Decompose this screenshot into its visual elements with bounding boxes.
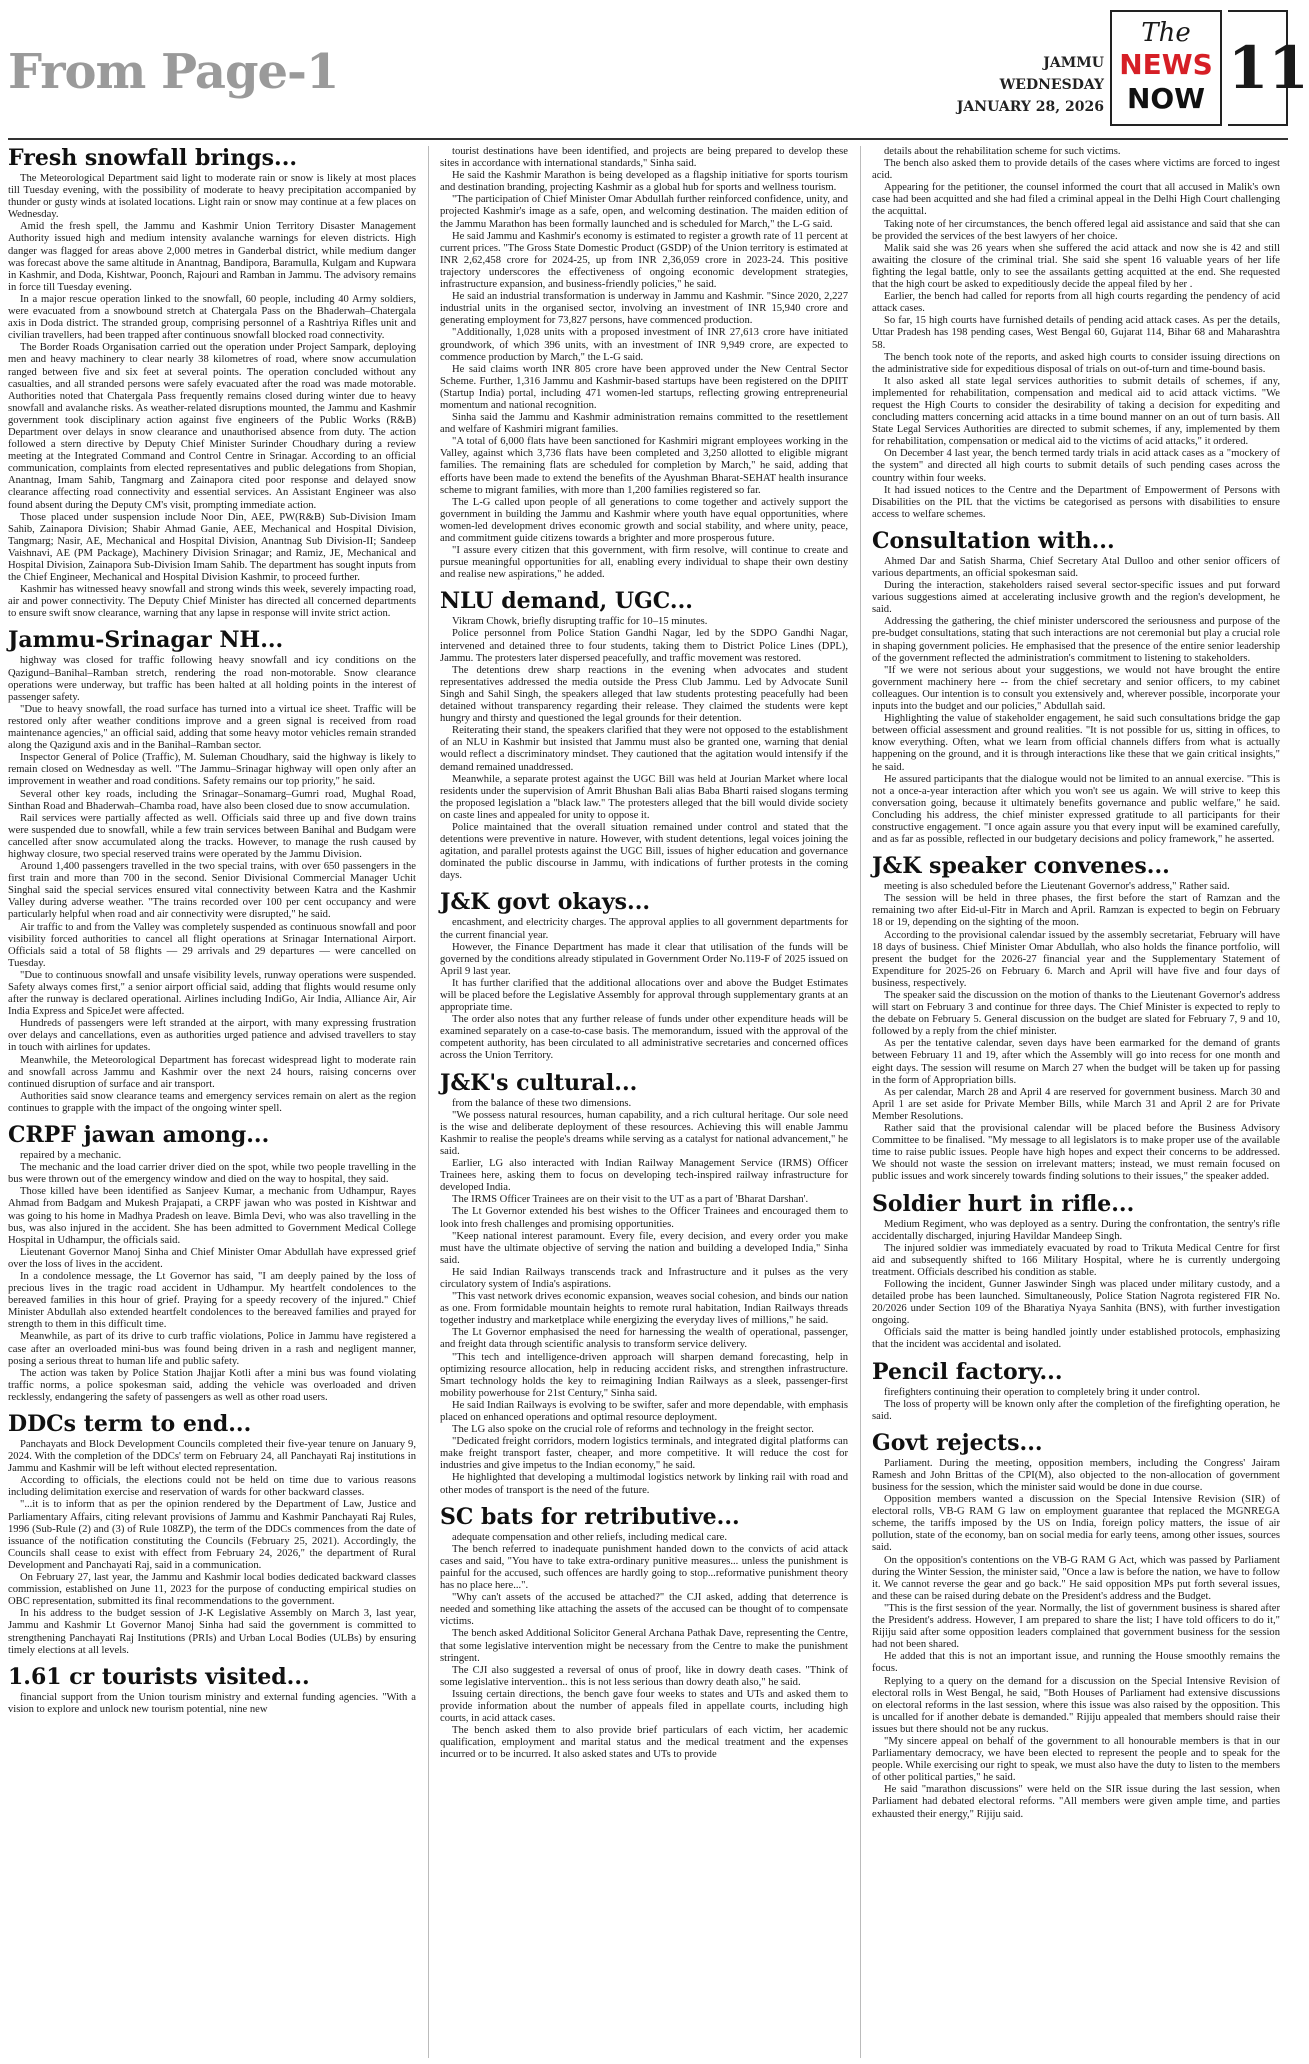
article-paragraph: The bench took note of the reports, and asked high courts to consider issuing directions on the administrative side for expeditious disposal of trials on out-of-turn and time-bound basis.	[872, 351, 1280, 375]
article	[440, 1505, 848, 1762]
logo-news: NEWS	[1119, 48, 1213, 81]
article-paragraph: He said Jammu and Kashmir's economy is estimated to register a growth rate of 11 percent at current prices. "The Gross State Domestic Product (GSDP) of the Union territory is estimated at INR 2,62,458 crore for 2024-25, up from INR 2,36,059 crore in 2023-24. This positive trajectory underscores the effectiveness of ongoing economic development strategies, infrastructure expansion, and business-friendly policies," he said.	[440, 230, 848, 291]
article-paragraph: financial support from the Union tourism ministry and external funding agencies. "With a vision to explore and unlock new tourism potential, nine new	[8, 1691, 416, 1715]
column-3	[872, 146, 1280, 2058]
article-paragraph: The action was taken by Police Station Jhajjar Kotli after a mini bus was found violating traffic norms, a police spokesman said, adding the vehicle was overloaded and driven recklessly, endangering the safety of passengers as well as other road users.	[8, 1367, 416, 1403]
article	[440, 890, 848, 1062]
article-paragraph: "We possess natural resources, human capability, and a rich cultural heritage. Our sole need is the wise and deliberate deployment of these resources. Achieving this will enable Jammu Kashmir to realise the people's dreams while serving as a catalyst for national advancement," he said.	[440, 1109, 848, 1157]
article-paragraph: He said an industrial transformation is underway in Jammu and Kashmir. "Since 2020, 2,227 industrial units in the organised sector, involving an investment of INR 15,940 crore and generating employment for 73,827 persons, have commenced production.	[440, 291, 848, 327]
article-paragraph: According to officials, the elections could not be held on time due to various reasons including delimitation exercise and reservation of wards for other backward classes.	[8, 1475, 416, 1499]
article-paragraph: "A total of 6,000 flats have been sanctioned for Kashmiri migrant employees working in the Valley, against which 3,736 flats have been completed and 3,250 allotted to eligible migrant families. The remaining flats are scheduled for completion by March," he said, adding that efforts have been made to extend the benefits of the Ayushman Bharat-SEHAT health insurance scheme to migrant families, with more than 1,200 families registered so far.	[440, 436, 848, 496]
article-paragraph: Around 1,400 passengers travelled in the two special trains, with over 650 passengers in the first train and more than 700 in the second. Senior Divisional Commercial Manager Uchit Singhal said the special services ensured vital connectivity between Katra and the Kashmir Valley during adverse weather. "The trains recorded over 100 per cent occupancy and were particularly helpful when road and air connectivity were disrupted," he said.	[8, 861, 416, 921]
article-paragraph: Highlighting the value of stakeholder engagement, he said such consultations bridge the gap between official assessment and ground realities. "It is not possible for us, sitting in offices, to know everything. Often, what we learn from official channels differs from what is actually happening on the ground, and it is through interactions like these that we gain critical insights," he said.	[872, 713, 1280, 773]
article-paragraph: Vikram Chowk, briefly disrupting traffic for 10–15 minutes.	[452, 616, 708, 628]
article-paragraph: Addressing the gathering, the chief minister underscored the seriousness and purpose of the pre-budget consultations, stating that such interactions are not ceremonial but play a crucial role in shaping government policies. He emphasised that the presence of the entire senior leadership of the government reflected the administration's commitment to listening to stakeholders.	[872, 616, 1280, 664]
article-paragraph: The Border Roads Organisation carried out the operation under Project Sampark, deploying men and heavy machinery to clear nearly 38 kilometres of road, where snow accumulation ranged between five and six feet at several points. The operation concluded without any casualties, and all stranded persons were safely evacuated after the road was made motorable. Authorities noted that Chatergala Pass frequently remains closed during winter due to heavy snowfall and avalanche risks. As weather-related disruptions mounted, the Jammu and Kashmir government took disciplinary action against five engineers of the Public Works (R&B) Department over delays in snow clearance and unauthorised absence from duty. The action followed a stern directive by Deputy Chief Minister Surinder Choudhary during a review meeting at the Integrated Command and Control Centre in Srinagar. According to an official communication, complaints from elected representatives and public delegations from Shopian, Anantnag, Imam Sahib, Tangmarg and Zainapora cited poor response and delayed snow clearance affecting road connectivity and essential services. An Assistant Engineer was also found absent during the Deputy CM's visit, prompting immediate action.	[8, 342, 416, 511]
article-paragraph: Officials said the matter is being handled jointly under established protocols, emphasizing that the incident was accidental and isolated.	[872, 1327, 1280, 1351]
masthead	[0, 0, 1309, 140]
article-paragraph: "This vast network drives economic expansion, weaves social cohesion, and binds our nation as one. From formidable mountain heights to remote rural habitation, Indian Railways threads together industry and marketplace while energizing the everyday lives of millions," he said.	[440, 1291, 848, 1327]
article-paragraph: The Lt Governor emphasised the need for harnessing the wealth of operational, passenger, and freight data through scientific analysis to transform service delivery.	[440, 1327, 848, 1351]
article	[8, 146, 416, 620]
article-paragraph: Appearing for the petitioner, the counsel informed the court that all accused in Malik's own case had been acquitted and she had filed a criminal appeal in the Delhi High Court challenging the acquittal.	[872, 182, 1280, 218]
dateline-date: JANUARY 28, 2026	[956, 99, 1104, 115]
article-paragraph: During the interaction, stakeholders raised several sector-specific issues and put forward various suggestions aimed at accelerating inclusive growth and the region's development, he said.	[872, 580, 1280, 616]
dateline	[957, 52, 1104, 118]
section-title: From Page-1	[8, 44, 339, 100]
article-paragraph: Issuing certain directions, the bench gave four weeks to states and UTs and asked them to provide information about the number of appeals filed in appellate courts, including high courts, in acid attack cases.	[440, 1688, 848, 1725]
article-paragraph: Sinha said the Jammu and Kashmir administration remains committed to the resettlement and welfare of Kashmiri migrant families.	[440, 412, 848, 436]
article	[8, 1412, 416, 1657]
article-paragraph: It had issued notices to the Centre and the Department of Empowerment of Persons with Disabilities on the PIL that the victims be categorised as persons with disabilities to ensure access to welfare schemes.	[872, 484, 1280, 520]
article-headline: CRPF jawan among...	[8, 1122, 270, 1149]
article-paragraph: "Additionally, 1,028 units with a proposed investment of INR 27,613 crore have initiated groundwork, of which 396 units, with an investment of INR 9,949 crore, are expected to commence production by March," the L-G said.	[440, 327, 848, 363]
column-divider	[860, 146, 861, 2058]
article-paragraph: Air traffic to and from the Valley was completely suspended as continuous snowfall and poor visibility forced authorities to cancel all flight operations at Srinagar International Airport. Officials said a total of 58 flights — 29 arrivals and 29 departures — were cancelled on Tuesday.	[8, 921, 416, 969]
article-paragraph: meeting is also scheduled before the Lieutenant Governor's address," Rather said.	[884, 881, 1230, 893]
article-paragraph: Medium Regiment, who was deployed as a sentry. During the confrontation, the sentry's rifle accidentally discharged, injuring Havildar Mandeep Singh.	[872, 1218, 1280, 1242]
article-paragraph: Those killed have been identified as Sanjeev Kumar, a mechanic from Udhampur, Rayes Ahmad from Badgam and Mukesh Prajapati, a CRPF jawan who was posted in Kishtwar and was going to his home in Madhya Pradesh on leave. Bimla Devi, who was also travelling in the bus, was also injured in the accident. She has been admitted to Government Medical College Hospital in Udhampur, the officials said.	[8, 1186, 416, 1246]
article-paragraph: tourist destinations have been identified, and projects are being prepared to develop these sites in accordance with international standards," Sinha said.	[440, 146, 848, 170]
article-paragraph: The Meteorological Department said light to moderate rain or snow is likely at most places till Tuesday evening, with the possibility of moderate to heavy precipitation accompanied by thunder or gusty winds at isolated locations. Light rain or snow may continue at a few places on Wednesday.	[8, 173, 416, 221]
article-paragraph: The speaker said the discussion on the motion of thanks to the Lieutenant Governor's address will start on February 3 and continue for three days. The Chief Minister is expected to reply to the debate on February 5. General discussion on the budget are slated for February 7, 9 and 10, followed by a reply from the chief minister.	[872, 990, 1280, 1038]
article-paragraph: The LG also spoke on the crucial role of reforms and technology in the freight sector.	[452, 1424, 814, 1436]
article	[872, 1192, 1280, 1352]
article-paragraph: encashment, and electricity charges. The approval applies to all government departments for the current financial year.	[440, 917, 848, 941]
article-paragraph: Several other key roads, including the Srinagar–Sonamarg–Gumri road, Mughal Road, Sinthan Road and Bhaderwah–Chamba road, have also been closed due to snow accumulation.	[8, 788, 416, 812]
article-paragraph: "Due to continuous snowfall and unsafe visibility levels, runway operations were suspended. Safety always comes first," a senior airport official said, adding that flights would resume only after the runway is declared operational. Airlines including IndiGo, Air India, Alliance Air, Air India Express and SpiceJet were affected.	[8, 969, 416, 1018]
article-paragraph: details about the rehabilitation scheme for such victims.	[884, 146, 1121, 157]
article-paragraph: Rather said that the provisional calendar will be placed before the Business Advisory Committee to be finalised. "My message to all legislators is to make proper use of the available time to raise public issues. People have high hopes and expect their concerns to be addressed. We should not waste the session on irrelevant matters; instead, we must remain focused on public issues and work sincerely towards finding solutions to their issues," the speaker added.	[872, 1123, 1280, 1183]
article-paragraph: firefighters continuing their operation to completely bring it under control.	[884, 1386, 1200, 1398]
article-paragraph: The bench referred to inadequate punishment handed down to the convicts of acid attack cases and said, "You have to take extra-ordinary punitive measures... unless the punishment is painful for the accused, such offences are hardly going to stop...reformative punishment theory has no place here...".	[440, 1543, 848, 1592]
article-headline: Govt rejects...	[872, 1429, 1043, 1456]
dateline-city: JAMMU	[1043, 55, 1104, 71]
article-paragraph: Replying to a query on the demand for a discussion on the Special Intensive Revision of electoral rolls in West Bengal, he said, "Both Houses of Parliament had extensive discussions on electoral reforms in the last session, where this issue was also raised by the opposition. This is uncalled for if another debate is demanded." Rijiju appealed that members should raise their issues but there should not be any ruckus.	[872, 1675, 1280, 1735]
article-paragraph: Rail services were partially affected as well. Officials said three up and five down trains were suspended due to snowfall, while a few train services between Banihal and Budgam were cancelled after snow accumulated along the tracks. However, to manage the rush caused by highway closure, two special reserved trains were operated by the Jammu Division.	[8, 812, 416, 860]
article-paragraph: from the balance of these two dimensions.	[452, 1097, 632, 1109]
article-headline: J&K's cultural...	[440, 1069, 638, 1096]
article-paragraph: highway was closed for traffic following heavy snowfall and icy conditions on the Qazigund–Banihal–Ramban stretch, rendering the road non-motorable. Snow clearance operations were underway, but traffic has been halted at all holding points in the interest of passenger safety.	[8, 655, 416, 703]
article-paragraph: Authorities said snow clearance teams and emergency services remain on alert as the region continues to grapple with the impact of the ongoing winter spell.	[8, 1090, 416, 1114]
article-paragraph: The mechanic and the load carrier driver died on the spot, while two people travelling in the bus were thrown out of the emergency window and died on the way to hospital, they said.	[8, 1162, 416, 1186]
column-divider	[428, 146, 429, 2058]
article-paragraph: In a major rescue operation linked to the snowfall, 60 people, including 40 Army soldiers, were evacuated from a snowbound stretch at Chatergala Pass on the Bhaderwah–Chatergala axis in Doda district. The stranded group, comprising personnel of a Rashtriya Rifles unit and civilian travellers, had been trapped after continuous snowfall blocked road connectivity.	[8, 293, 416, 342]
article-paragraph: He highlighted that developing a multimodal logistics network by linking rail with road and other modes of transport is the need of the future.	[440, 1472, 848, 1496]
article-paragraph: He said "marathon discussions" were held on the SIR issue during the last session, when Parliament had debated electoral reforms. "All members were given ample time, and parties exhausted their energy," Rijiju said.	[872, 1784, 1280, 1820]
article-paragraph: According to the provisional calendar issued by the assembly secretariat, February will have 18 days of business. Chief Minister Omar Abdullah, who also holds the finance portfolio, will present the budget for the 2026-27 financial year and the Supplementary Statement of Expenditure for 2025-26 on February 6. March and April will have five and four days of business, respectively.	[872, 929, 1280, 989]
article-paragraph: "Due to heavy snowfall, the road surface has turned into a virtual ice sheet. Traffic will be restored only after weather conditions improve and a green signal is received from road maintenance agencies," an official said, adding that some heavy motor vehicles remain stranded along the Qazigund axis and in the Banihal–Ramban sector.	[8, 703, 416, 752]
article-headline: Pencil factory...	[872, 1358, 1063, 1385]
article-paragraph: Opposition members wanted a discussion on the Special Intensive Revision (SIR) of electoral rolls, VB-G RAM G law on employment guarantee that replaced the MGNREGA scheme, the tariffs imposed by the US on India, foreign policy matters, the issue of air pollution, state of the economy, ban on social media for early teens, among other issues, sources said.	[872, 1494, 1280, 1554]
article-headline: NLU demand, UGC...	[440, 588, 693, 615]
article-paragraph: The bench also asked them to provide details of the cases where victims are forced to ingest acid.	[872, 158, 1280, 182]
article-paragraph: He said Indian Railways is evolving to be swifter, safer and more dependable, with emphasis placed on enhanced operations and optimal resource deployment.	[440, 1399, 848, 1423]
article-paragraph: The Lt Governor extended his best wishes to the Officer Trainees and encouraged them to look into fresh challenges and promising opportunities.	[440, 1206, 848, 1230]
article-paragraph: Following the incident, Gunner Jaswinder Singh was placed under military custody, and a detailed probe has been launched. Simultaneously, Police Station Nagrota registered FIR No. 20/2026 under Section 109 of the Bharatiya Nyaya Sanhita (BNS), with further investigation ongoing.	[872, 1278, 1280, 1327]
article-paragraph: He said Indian Railways transcends track and Infrastructure and it pulses as the very circulatory system of India's aspirations.	[440, 1266, 848, 1290]
article-paragraph: "Keep national interest paramount. Every file, every decision, and every order you make must have the ultimate objective of serving the nation and building a developed India," Sinha said.	[440, 1230, 848, 1266]
column-2	[440, 146, 848, 2058]
article-paragraph: repaired by a mechanic.	[20, 1150, 122, 1162]
article-headline: J&K speaker convenes...	[872, 853, 1170, 880]
article-paragraph: In his address to the budget session of J-K Legislative Assembly on March 3, last year, Jammu and Kashmir Lt Governor Manoj Sinha had said the government is committed to strengthening Panchayati Raj Institutions (PRIs) and Urban Local Bodies (ULBs) by ensuring timely elections at all levels.	[8, 1608, 416, 1656]
article-paragraph: However, the Finance Department has made it clear that utilisation of the funds will be governed by the conditions already stipulated in Government Order No.119-F of 2025 issued on April 9 last year.	[440, 941, 848, 977]
article	[872, 1360, 1280, 1423]
article-paragraph: He said claims worth INR 805 crore have been approved under the New Central Sector Scheme. Further, 1,316 Jammu and Kashmir-based startups have been registered on the DPIIT (Startup India) portal, including 471 women-led startups, reflecting growing entrepreneurial momentum and national recognition.	[440, 363, 848, 411]
article-paragraph: The bench asked them to also provide brief particulars of each victim, her academic qualification, employment and marital status and the medical treatment and the expenses incurred or to be incurred. It also asked states and UTs to provide	[440, 1725, 848, 1761]
article	[440, 146, 848, 581]
article-paragraph: The CJI also suggested a reversal of onus of proof, like in dowry death cases. "Think of some legislative intervention.. this is not less serious than dowry death also," he said.	[440, 1664, 848, 1688]
newspaper-logo	[1110, 10, 1222, 126]
article-paragraph: "If we were not serious about your suggestions, we would not have brought the entire government machinery here -- from the chief secretary and senior officers, to my cabinet colleagues. Our intention is to consult you extensively and, wherever possible, incorporate your inputs into the budget and our policies," Abdullah said.	[872, 664, 1280, 713]
article-paragraph: Meanwhile, as part of its drive to curb traffic violations, Police in Jammu have registered a case after an overloaded mini-bus was found being driven in a rash and negligent manner, posing a serious threat to human life and public safety.	[8, 1331, 416, 1367]
article-paragraph: On February 27, last year, the Jammu and Kashmir local bodies dedicated backward classes commission, established on June 11, 2023 for the purpose of conducting empirical studies on OBC representation, submitted its final recommendations to the government.	[8, 1572, 416, 1608]
article-paragraph: Reiterating their stand, the speakers clarified that they were not opposed to the establishment of an NLU in Kashmir but insisted that Jammu must also be granted one, warning that denial would reflect a discriminatory mindset. They cautioned that the agitation would intensify if the demand remained unaddressed.	[440, 725, 848, 773]
article-paragraph: "I assure every citizen that this government, with firm resolve, will continue to create and pursue meaningful opportunities for all, enabling every individual to shape their own destiny and realise new aspirations," he added.	[440, 545, 848, 581]
article	[872, 529, 1280, 846]
article	[8, 628, 416, 1115]
article-paragraph: He added that this is not an important issue, and running the House smoothly remains the focus.	[872, 1651, 1280, 1675]
article-paragraph: It has further clarified that the additional allocations over and above the Budget Estimates will be placed before the Legislative Assembly for approval through supplementary grants at an appropriate time.	[440, 977, 848, 1014]
article-paragraph: "This tech and intelligence-driven approach will sharpen demand forecasting, help in optimizing resource allocation, help in reducing accident risks, and strengthen infrastructure. Smart technology holds the key to reimagining Indian Railways as a sleek, passenger-first mobility powerhouse for 21st Century," Sinha said.	[440, 1351, 848, 1399]
article	[8, 1665, 416, 1716]
article-headline: SC bats for retributive...	[440, 1503, 740, 1530]
article-paragraph: Those placed under suspension include Noor Din, AEE, PW(R&B) Sub-Division Imam Sahib, Zainapora Division; Shabir Ahmad Ganie, AEE, Mechanical and Hospital Division, Tangmarg; Nasir, AE, Mechanical and Hospital Division, Anantnag Sub Division-II; Sandeep Vaishnavi, AE (PM Package), Machinery Division Srinagar; and Ramiz, JE, Mechanical and Hospital Division, Zainapora Sub-Division Imam Sahib. The department has sought inputs from the Chief Engineer, Mechanical and Hospital Division Kashmir, to proceed further.	[8, 511, 416, 584]
article-paragraph: In a condolence message, the Lt Governor has said, "I am deeply pained by the loss of precious lives in the tragic road accident in Udhampur. My heartfelt condolences to the bereaved families in this hour of grief. Praying for a speedy recovery of the injured." Chief Minister Abdullah also extended heartfelt condolences to the bereaved families and prayed for strength to them in this difficult time.	[8, 1270, 416, 1331]
article-paragraph: The loss of property will be known only after the completion of the firefighting operation, he said.	[872, 1398, 1280, 1422]
article-paragraph: As per calendar, March 28 and April 4 are reserved for government business. March 30 and April 1 are set aside for Private Member Bills, while March 31 and April 2 are for Private Member Resolutions.	[872, 1086, 1280, 1122]
article-paragraph: The L-G called upon people of all generations to come together and actively support the government in building the Jammu and Kashmir where youth have equal opportunities, where women-led development drives economic growth and social stability, and where unity, peace, and commitment guide citizens towards a brighter and more prosperous future.	[440, 496, 848, 544]
article-paragraph: "Why can't assets of the accused be attached?" the CJI asked, adding that deterrence is needed and something like attaching the assets of the accused can be thought of to compensate victims.	[440, 1592, 848, 1628]
article-headline: Soldier hurt in rifle...	[872, 1190, 1135, 1217]
article-paragraph: Inspector General of Police (Traffic), M. Suleman Choudhary, said the highway is likely to remain closed on Wednesday as well. "The Jammu–Srinagar highway will open only after an improvement in weather and road conditions. Safety remains our top priority," he said.	[8, 752, 416, 788]
column-1	[8, 146, 416, 2058]
article-paragraph: It also asked all state legal services authorities to submit details of schemes, if any, implemented for rehabilitation, compensation and medical aid to acid attack victims. "We request the High Courts to consider the desirability of taking a decision for expediting and concluding matters concerning acid attacks in a time bound manner on an out of turn basis. All State Legal Services Authorities are directed to submit schemes, if any, implemented by them for rehabilitation, compensation or medical aid to the victims of acid attacks," it ordered.	[872, 375, 1280, 448]
article-paragraph: Police maintained that the overall situation remained under control and stated that the detentions were preventive in nature. However, with student detentions, legal voices joining the agitation, and parallel protests against the UGC Bill, issues of higher education and governance dominated the public discourse in Jammu, with indications of further protests in the coming days.	[440, 821, 848, 882]
article-paragraph: Meanwhile, a separate protest against the UGC Bill was held at Jourian Market where local residents under the supervision of Amrit Bhushan Bali alias Baba Bharti raised slogans terming the proposed legislation a "black law." The protesters alleged that the bill would divide society on caste lines and appealed for unity to oppose it.	[440, 773, 848, 821]
logo-the: The	[1141, 18, 1191, 48]
article-paragraph: The session will be held in three phases, the first before the start of Ramzan and the remaining two after Eid-ul-Fitr in March and April. Ramzan is expected to begin on February 18 or 19, depending on the sighting of the moon.	[872, 893, 1280, 929]
article-paragraph: Hundreds of passengers were left stranded at the airport, with many expressing frustration over delays and cancellations, even as authorities urged patience and advised travellers to stay in touch with airlines for updates.	[8, 1018, 416, 1054]
article-paragraph: On December 4 last year, the bench termed tardy trials in acid attack cases as a "mockery of the system" and directed all high courts to submit details of such pending cases across the country within four weeks.	[872, 448, 1280, 484]
page-number: 11	[1228, 10, 1288, 126]
article	[872, 1431, 1280, 1821]
article-paragraph: "Dedicated freight corridors, modern logistics terminals, and integrated digital platforms can make freight transport faster, cheaper, and more competitive. It will reduce the cost for industries and give impetus to the Indian economy," he said.	[440, 1436, 848, 1472]
article-paragraph: He assured participants that the dialogue would not be limited to an annual exercise. "This is not a once-a-year interaction after which you won't see us again. We will strive to keep this conversation going, because it ultimately benefits governance and public welfare," he said. Concluding his address, the chief minister expressed gratitude to all participants for their constructive engagement. "I once again assure you that every input will be examined carefully, and as far as possible, reflected in our budgetary decisions and policy framework," he asserted.	[872, 773, 1280, 846]
article-paragraph: Malik said she was 26 years when she suffered the acid attack and now she is 42 and still awaiting the closure of the criminal trial. She said she spent 16 valuable years of her life fighting the legal battle, only to see the assailants getting acquitted at the end. She requested that the high court be asked to expeditiously decide the appeal filed by her .	[872, 242, 1280, 291]
article-headline: Fresh snowfall brings...	[8, 145, 298, 171]
article	[440, 589, 848, 882]
article-paragraph: "This is the first session of the year. Normally, the list of government business is shared after the President's address. However, I am prepared to share the list; I have told officers to do it," Rijiju said after some opposition leaders complained that government business for the session had not been shared.	[872, 1602, 1280, 1651]
article-headline: DDCs term to end...	[8, 1411, 252, 1437]
article-headline: 1.61 cr tourists visited...	[8, 1663, 310, 1690]
article-paragraph: "...it is to inform that as per the opinion rendered by the Department of Law, Justice and Parliamentary Affairs, citing relevant provisions of Jammu and Kashmir Panchayati Raj Rules, 1996 (Sub-Rule (2) and (3) of Rule 108ZP), the term of the DDCs commences from the date of issuance of the notification constituting the Councils (February 25, 2021). Accordingly, the Councils shall cease to exist with effect from February 24, 2026," the department of Rural Development and Panchayati Raj, said in a communication.	[8, 1499, 416, 1571]
article-paragraph: On the opposition's contentions on the VB-G RAM G Act, which was passed by Parliament during the Winter Session, the minister said, "Once a law is before the nation, we have to follow it. We cannot reverse the gear and go back." He said opposition MPs put forth several issues, and these can be raised during debate on the President's address and the Budget.	[872, 1554, 1280, 1602]
article-paragraph: So far, 15 high courts have furnished details of pending acid attack cases. As per the details, Uttar Pradesh has 198 pending cases, West Bengal 60, Gujarat 114, Bihar 68 and Maharashtra 58.	[872, 315, 1280, 351]
article-paragraph: Panchayats and Block Development Councils completed their five-year tenure on January 9, 2024. With the completion of the DDCs' term on February 24, all Panchayati Raj institutions in Jammu and Kashmir will be left without elected representation.	[8, 1439, 416, 1475]
article-paragraph: Lieutenant Governor Manoj Sinha and Chief Minister Omar Abdullah have expressed grief over the loss of lives in the accident.	[8, 1246, 416, 1270]
article-paragraph: Earlier, the bench had called for reports from all high courts regarding the pendency of acid attack cases.	[872, 291, 1280, 315]
article	[8, 1123, 416, 1404]
article-paragraph: The IRMS Officer Trainees are on their visit to the UT as a part of 'Bharat Darshan'.	[452, 1194, 809, 1206]
article	[872, 854, 1280, 1183]
article-paragraph: The bench asked Additional Solicitor General Archana Pathak Dave, representing the Centre, that some legislative intervention might be necessary from the Centre to make the punishment stringent.	[440, 1628, 848, 1664]
dateline-day: WEDNESDAY	[999, 77, 1104, 93]
article-headline: J&K govt okays...	[440, 889, 651, 916]
article-paragraph: He said the Kashmir Marathon is being developed as a flagship initiative for sports tourism and destination branding, projecting Kashmir as a global hub for sports and wellness tourism.	[440, 170, 848, 194]
article-paragraph: "My sincere appeal on behalf of the government to all honourable members is that in our Parliamentary democracy, we have been elected to represent the people and to speak for the people. While exercising our right to speak, we must also have the duty to listen to the members of other political parties," he said.	[872, 1735, 1280, 1784]
article-paragraph: adequate compensation and other reliefs, including medical care.	[452, 1531, 728, 1543]
article-paragraph: Meanwhile, the Meteorological Department has forecast widespread light to moderate rain and snowfall across Jammu and Kashmir over the next 24 hours, raising concerns over continued disruption of surface and air transport.	[8, 1054, 416, 1090]
article-paragraph: Police personnel from Police Station Gandhi Nagar, led by the SDPO Gandhi Nagar, intervened and detained three to four students, taking them to District Police Lines (DPL), Jammu. The protesters later dispersed peacefully, and traffic movement was restored.	[440, 628, 848, 664]
article-paragraph: Earlier, LG also interacted with Indian Railway Management Service (IRMS) Officer Trainees here, asking them to focus on developing tech-inspired railway infrastructure for developed India.	[440, 1158, 848, 1194]
article-paragraph: Kashmir has witnessed heavy snowfall and strong winds this week, severely impacting road, air and power connectivity. The Deputy Chief Minister has directed all concerned departments to ensure swift snow clearance, warning that any lapse in response will invite strict action.	[8, 584, 416, 620]
article-paragraph: Taking note of her circumstances, the bench offered legal aid assistance and said that she can be provided the services of the best lawyers of her choice.	[872, 218, 1280, 242]
article-paragraph: The injured soldier was immediately evacuated by road to Trikuta Medical Centre for first aid and subsequently shifted to 166 Military Hospital, where he is currently undergoing treatment. Officials described his condition as stable.	[872, 1242, 1280, 1278]
article-headline: Consultation with...	[872, 527, 1115, 554]
article-headline: Jammu-Srinagar NH...	[8, 627, 284, 654]
article-paragraph: Parliament. During the meeting, opposition members, including the Congress' Jairam Ramesh and John Brittas of the CPI(M), also objected to the non-allocation of government business for the session, which the minister said would be done in due course.	[872, 1457, 1280, 1493]
masthead-rule	[8, 138, 1288, 140]
article-paragraph: Amid the fresh spell, the Jammu and Kashmir Union Territory Disaster Management Authority issued high and medium intensity avalanche warnings for eleven districts. High danger was flagged for areas above 2,000 metres in Ganderbal district, while medium danger was forecast above the same altitude in Anantnag, Bandipora, Baramulla, Kulgam and Kupwara in Kashmir, and Doda, Kishtwar, Poonch, Rajouri and Ramban in Jammu. The advisory remains in force till Tuesday evening.	[8, 221, 416, 293]
logo-now: NOW	[1126, 82, 1206, 115]
article	[872, 146, 1280, 521]
article-paragraph: As per the tentative calendar, seven days have been earmarked for the demand of grants between February 11 and 19, after which the Assembly will go into recess for one month and eight days. The session will resume on March 27 when the budget will be taken up for passing in the form of Appropriation bills.	[872, 1038, 1280, 1086]
article-paragraph: "The participation of Chief Minister Omar Abdullah further reinforced confidence, unity, and projected Kashmir's image as a safe, open, and welcoming destination. The maiden edition of the Jammu Marathon has been formally launched and is scheduled for March," the L-G said.	[440, 194, 848, 230]
article-paragraph: Ahmed Dar and Satish Sharma, Chief Secretary Atal Dulloo and other senior officers of various departments, an official spokesman said.	[872, 555, 1280, 579]
article-paragraph: The order also notes that any further release of funds under other expenditure heads will be examined separately on a case-to-case basis. The memorandum, issued with the approval of the competent authority, has been circulated to all administrative secretaries and concerned offices across the Union Territory.	[440, 1014, 848, 1062]
article-paragraph: The detentions drew sharp reactions in the evening when advocates and student representatives addressed the media outside the Press Club Jammu. Led by Advocate Sunil Singh and Sahil Singh, the speakers alleged that law students protesting peacefully had been detained without transparency regarding their release. They claimed the students were kept hungry and thirsty and questioned the legal grounds for their detention.	[440, 664, 848, 725]
article	[440, 1071, 848, 1497]
